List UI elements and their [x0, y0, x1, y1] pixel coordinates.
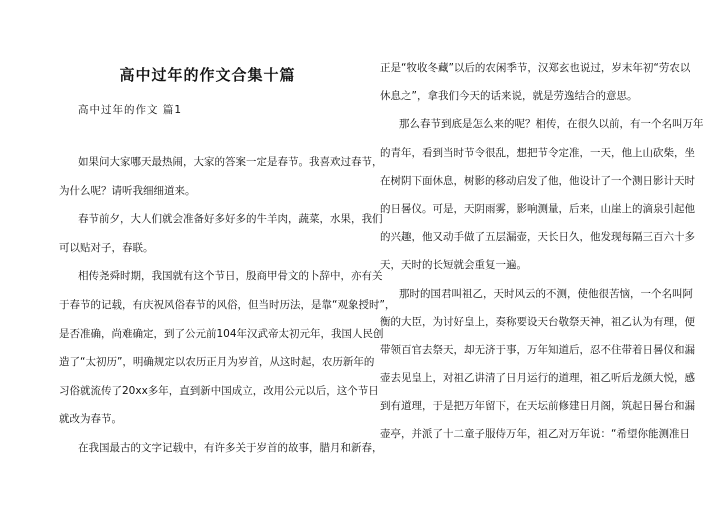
text-line: 休息之”，拿我们今天的话来说，就是劳逸结合的意思。 — [380, 90, 638, 103]
text-line: 正是“牧收冬藏”以后的农闲季节，汉郑玄也说过，岁末年初“劳农以 — [380, 62, 691, 74]
text-line: 习俗就流传了20xx多年，直到新中国成立，改用公元以后，这个节日 — [59, 384, 379, 397]
text-line: 带领百官去祭天，却无济于事，万年知道后，忍不住带着日晷仪和漏 — [380, 343, 695, 356]
text-line: 的青年，看到当时节令很乱，想把节令定准，一天，他上山砍柴，坐 — [380, 146, 695, 159]
text-line: 壶去见皇上，对祖乙讲清了日月运行的道理，祖乙听后龙颜大悦，感 — [380, 372, 695, 385]
text-line: 在我国最古的文字记载中，有许多关于岁首的故事，腊月和新春， — [78, 441, 383, 454]
text-line: 可以贴对子，春联。 — [59, 241, 154, 254]
text-line: 就改为春节。 — [59, 413, 122, 426]
document-title: 高中过年的作文合集十篇 — [119, 66, 296, 84]
text-line: 为什么呢？请听我细细道来。 — [59, 184, 196, 197]
right-column — [380, 54, 704, 449]
text-line: 那么春节到底是怎么来的呢？相传，在很久以前，有一个名叫万年 — [399, 118, 704, 131]
text-line: 春节前夕，大人们就会准备好多好多的牛羊肉，蔬菜，水果，我们 — [78, 213, 383, 226]
essay-subheading: 高中过年的作文 篇1 — [78, 104, 183, 116]
text-line: 到有道理，于是把万年留下，在天坛前修建日月阁，筑起日晷台和漏 — [380, 400, 695, 413]
text-line: 那时的国君叫祖乙，天时风云的不测，使他很苦恼，一个名叫阿 — [399, 287, 693, 300]
text-line: 于春节的记载，有庆祝风俗春节的风俗，但当时历法，是靠“观象授时”， — [59, 298, 396, 311]
text-line: 在树阴下面休息，树影的移动启发了他，他设计了一个测日影计天时 — [380, 174, 695, 187]
text-line: 的日晷仪。可是，天阴雨雾，影响测量，后来，山崖上的滴泉引起他 — [380, 202, 695, 215]
text-line: 的兴趣，他又动手做了五层漏壶，天长日久，他发现每隔三百六十多 — [380, 231, 695, 244]
text-line: 天，天时的长短就会重复一遍。 — [380, 259, 527, 272]
text-line: 造了“太初历”，明确规定以农历正月为岁首，从这时起，农历新年的 — [59, 356, 375, 369]
left-column — [59, 148, 396, 463]
text-line: 如果问大家哪天最热闹，大家的答案一定是春节。我喜欢过春节， — [78, 156, 383, 168]
text-line: 壶亭，并派了十二童子服侍万年，祖乙对万年说：“希望你能测准日 — [380, 428, 690, 441]
text-line: 相传尧舜时期，我国就有这个节日，殷商甲骨文的卜辞中，亦有关 — [78, 270, 383, 283]
text-line: 衡的大臣，为讨好皇上，奏称要设天台敬祭天神，祖乙认为有理，便 — [380, 315, 695, 328]
text-line: 是否准确，尚难确定，到了公元前104年汉武帝太初元年，我国人民创 — [59, 327, 384, 340]
